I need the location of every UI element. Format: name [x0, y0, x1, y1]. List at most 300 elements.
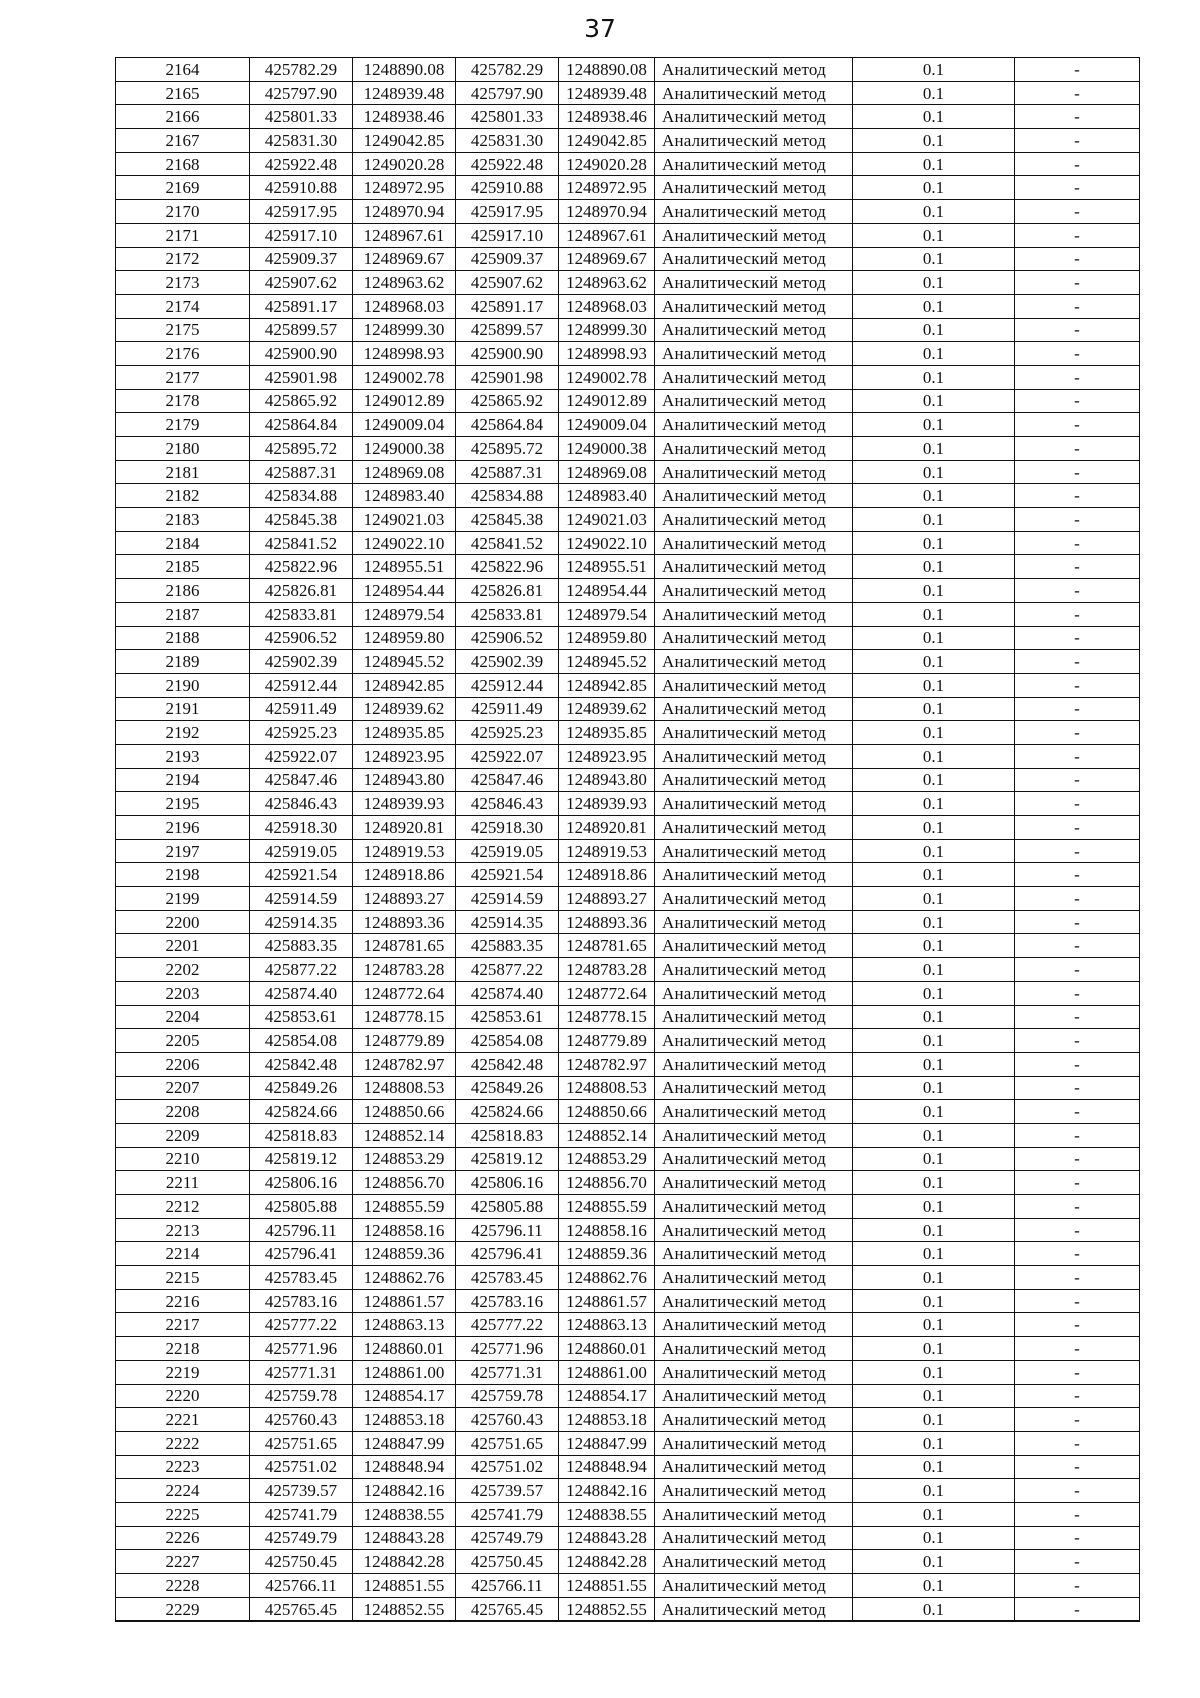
point-number-cell: 2211 [116, 1171, 250, 1195]
y-coord-repeat-cell: 1248853.18 [559, 1408, 655, 1432]
y-coord-cell: 1248893.36 [353, 910, 456, 934]
method-cell: Аналитический метод [655, 650, 853, 674]
point-number-cell: 2223 [116, 1455, 250, 1479]
note-cell: - [1015, 1574, 1140, 1598]
y-coord-cell: 1248935.85 [353, 721, 456, 745]
y-coord-cell: 1249012.89 [353, 389, 456, 413]
table-row [116, 768, 1140, 792]
x-coord-cell: 425842.48 [250, 1052, 353, 1076]
y-coord-cell: 1248779.89 [353, 1029, 456, 1053]
x-coord-repeat-cell: 425831.30 [456, 129, 559, 153]
table-row [116, 839, 1140, 863]
y-coord-cell: 1249009.04 [353, 413, 456, 437]
accuracy-cell: 0.1 [853, 318, 1015, 342]
y-coord-repeat-cell: 1248808.53 [559, 1076, 655, 1100]
table-row [116, 1171, 1140, 1195]
table-row [116, 958, 1140, 982]
accuracy-cell: 0.1 [853, 887, 1015, 911]
x-coord-cell: 425782.29 [250, 58, 353, 82]
method-cell: Аналитический метод [655, 437, 853, 461]
table-row [116, 1266, 1140, 1290]
method-cell: Аналитический метод [655, 1502, 853, 1526]
x-coord-cell: 425796.41 [250, 1242, 353, 1266]
point-number-cell: 2201 [116, 934, 250, 958]
method-cell: Аналитический метод [655, 247, 853, 271]
note-cell: - [1015, 1100, 1140, 1124]
y-coord-repeat-cell: 1248855.59 [559, 1195, 655, 1219]
note-cell: - [1015, 271, 1140, 295]
table-row [116, 981, 1140, 1005]
method-cell: Аналитический метод [655, 1384, 853, 1408]
method-cell: Аналитический метод [655, 555, 853, 579]
accuracy-cell: 0.1 [853, 839, 1015, 863]
y-coord-repeat-cell: 1248967.61 [559, 223, 655, 247]
x-coord-cell: 425805.88 [250, 1195, 353, 1219]
y-coord-repeat-cell: 1248782.97 [559, 1052, 655, 1076]
method-cell: Аналитический метод [655, 81, 853, 105]
accuracy-cell: 0.1 [853, 1502, 1015, 1526]
y-coord-cell: 1248842.16 [353, 1479, 456, 1503]
x-coord-repeat-cell: 425766.11 [456, 1574, 559, 1598]
table-row [116, 271, 1140, 295]
x-coord-cell: 425824.66 [250, 1100, 353, 1124]
y-coord-repeat-cell: 1248781.65 [559, 934, 655, 958]
y-coord-repeat-cell: 1248942.85 [559, 673, 655, 697]
x-coord-cell: 425749.79 [250, 1526, 353, 1550]
table-row [116, 365, 1140, 389]
y-coord-repeat-cell: 1248851.55 [559, 1574, 655, 1598]
x-coord-cell: 425796.11 [250, 1218, 353, 1242]
accuracy-cell: 0.1 [853, 1242, 1015, 1266]
x-coord-cell: 425845.38 [250, 508, 353, 532]
method-cell: Аналитический метод [655, 223, 853, 247]
note-cell: - [1015, 1408, 1140, 1432]
accuracy-cell: 0.1 [853, 1195, 1015, 1219]
table-row [116, 1574, 1140, 1598]
x-coord-repeat-cell: 425918.30 [456, 816, 559, 840]
table-row [116, 887, 1140, 911]
method-cell: Аналитический метод [655, 58, 853, 82]
note-cell: - [1015, 1076, 1140, 1100]
table-row [116, 247, 1140, 271]
y-coord-repeat-cell: 1248918.86 [559, 863, 655, 887]
x-coord-cell: 425906.52 [250, 626, 353, 650]
y-coord-cell: 1248854.17 [353, 1384, 456, 1408]
y-coord-repeat-cell: 1248970.94 [559, 200, 655, 224]
table-row [116, 342, 1140, 366]
table-row [116, 1526, 1140, 1550]
x-coord-repeat-cell: 425917.95 [456, 200, 559, 224]
point-number-cell: 2185 [116, 555, 250, 579]
point-number-cell: 2224 [116, 1479, 250, 1503]
point-number-cell: 2205 [116, 1029, 250, 1053]
y-coord-repeat-cell: 1248848.94 [559, 1455, 655, 1479]
y-coord-repeat-cell: 1248955.51 [559, 555, 655, 579]
x-coord-repeat-cell: 425910.88 [456, 176, 559, 200]
x-coord-repeat-cell: 425917.10 [456, 223, 559, 247]
table-row [116, 579, 1140, 603]
point-number-cell: 2177 [116, 365, 250, 389]
method-cell: Аналитический метод [655, 1076, 853, 1100]
table-row [116, 318, 1140, 342]
point-number-cell: 2195 [116, 792, 250, 816]
y-coord-repeat-cell: 1248893.27 [559, 887, 655, 911]
y-coord-cell: 1249022.10 [353, 531, 456, 555]
table-row [116, 1408, 1140, 1432]
accuracy-cell: 0.1 [853, 460, 1015, 484]
method-cell: Аналитический метод [655, 1360, 853, 1384]
note-cell: - [1015, 129, 1140, 153]
accuracy-cell: 0.1 [853, 1076, 1015, 1100]
y-coord-repeat-cell: 1248772.64 [559, 981, 655, 1005]
accuracy-cell: 0.1 [853, 744, 1015, 768]
table-row [116, 1431, 1140, 1455]
x-coord-repeat-cell: 425833.81 [456, 602, 559, 626]
accuracy-cell: 0.1 [853, 437, 1015, 461]
table-row [116, 223, 1140, 247]
y-coord-repeat-cell: 1248969.67 [559, 247, 655, 271]
x-coord-repeat-cell: 425907.62 [456, 271, 559, 295]
note-cell: - [1015, 1360, 1140, 1384]
point-number-cell: 2176 [116, 342, 250, 366]
y-coord-cell: 1248855.59 [353, 1195, 456, 1219]
point-number-cell: 2218 [116, 1337, 250, 1361]
x-coord-repeat-cell: 425834.88 [456, 484, 559, 508]
table-row [116, 1100, 1140, 1124]
x-coord-repeat-cell: 425914.35 [456, 910, 559, 934]
x-coord-cell: 425771.96 [250, 1337, 353, 1361]
method-cell: Аналитический метод [655, 1242, 853, 1266]
accuracy-cell: 0.1 [853, 910, 1015, 934]
x-coord-cell: 425917.10 [250, 223, 353, 247]
note-cell: - [1015, 223, 1140, 247]
method-cell: Аналитический метод [655, 389, 853, 413]
point-number-cell: 2182 [116, 484, 250, 508]
accuracy-cell: 0.1 [853, 697, 1015, 721]
method-cell: Аналитический метод [655, 365, 853, 389]
table-row [116, 555, 1140, 579]
accuracy-cell: 0.1 [853, 1313, 1015, 1337]
point-number-cell: 2186 [116, 579, 250, 603]
point-number-cell: 2216 [116, 1289, 250, 1313]
point-number-cell: 2193 [116, 744, 250, 768]
table-row [116, 602, 1140, 626]
y-coord-repeat-cell: 1248968.03 [559, 294, 655, 318]
x-coord-cell: 425741.79 [250, 1502, 353, 1526]
table-row [116, 1289, 1140, 1313]
point-number-cell: 2165 [116, 81, 250, 105]
method-cell: Аналитический метод [655, 981, 853, 1005]
note-cell: - [1015, 105, 1140, 129]
accuracy-cell: 0.1 [853, 1360, 1015, 1384]
x-coord-repeat-cell: 425845.38 [456, 508, 559, 532]
y-coord-repeat-cell: 1249022.10 [559, 531, 655, 555]
note-cell: - [1015, 460, 1140, 484]
point-number-cell: 2210 [116, 1147, 250, 1171]
y-coord-cell: 1248859.36 [353, 1242, 456, 1266]
accuracy-cell: 0.1 [853, 650, 1015, 674]
table-row [116, 413, 1140, 437]
method-cell: Аналитический метод [655, 1431, 853, 1455]
y-coord-repeat-cell: 1248778.15 [559, 1005, 655, 1029]
table-row [116, 200, 1140, 224]
x-coord-repeat-cell: 425760.43 [456, 1408, 559, 1432]
y-coord-cell: 1248955.51 [353, 555, 456, 579]
x-coord-repeat-cell: 425901.98 [456, 365, 559, 389]
x-coord-repeat-cell: 425883.35 [456, 934, 559, 958]
accuracy-cell: 0.1 [853, 1029, 1015, 1053]
x-coord-repeat-cell: 425822.96 [456, 555, 559, 579]
accuracy-cell: 0.1 [853, 1526, 1015, 1550]
method-cell: Аналитический метод [655, 579, 853, 603]
y-coord-repeat-cell: 1248856.70 [559, 1171, 655, 1195]
table-row [116, 129, 1140, 153]
x-coord-cell: 425854.08 [250, 1029, 353, 1053]
y-coord-cell: 1248861.57 [353, 1289, 456, 1313]
method-cell: Аналитический метод [655, 129, 853, 153]
method-cell: Аналитический метод [655, 152, 853, 176]
x-coord-cell: 425922.48 [250, 152, 353, 176]
accuracy-cell: 0.1 [853, 863, 1015, 887]
point-number-cell: 2168 [116, 152, 250, 176]
note-cell: - [1015, 200, 1140, 224]
method-cell: Аналитический метод [655, 294, 853, 318]
method-cell: Аналитический метод [655, 910, 853, 934]
point-number-cell: 2181 [116, 460, 250, 484]
accuracy-cell: 0.1 [853, 981, 1015, 1005]
note-cell: - [1015, 1218, 1140, 1242]
method-cell: Аналитический метод [655, 602, 853, 626]
table-row [116, 1242, 1140, 1266]
method-cell: Аналитический метод [655, 744, 853, 768]
accuracy-cell: 0.1 [853, 1574, 1015, 1598]
y-coord-repeat-cell: 1248945.52 [559, 650, 655, 674]
table-row [116, 744, 1140, 768]
note-cell: - [1015, 697, 1140, 721]
note-cell: - [1015, 744, 1140, 768]
method-cell: Аналитический метод [655, 768, 853, 792]
x-coord-cell: 425887.31 [250, 460, 353, 484]
y-coord-cell: 1248920.81 [353, 816, 456, 840]
y-coord-cell: 1249002.78 [353, 365, 456, 389]
y-coord-cell: 1248954.44 [353, 579, 456, 603]
y-coord-repeat-cell: 1249012.89 [559, 389, 655, 413]
accuracy-cell: 0.1 [853, 247, 1015, 271]
table-row [116, 1218, 1140, 1242]
x-coord-cell: 425750.45 [250, 1550, 353, 1574]
accuracy-cell: 0.1 [853, 626, 1015, 650]
accuracy-cell: 0.1 [853, 389, 1015, 413]
y-coord-repeat-cell: 1248890.08 [559, 58, 655, 82]
y-coord-repeat-cell: 1248779.89 [559, 1029, 655, 1053]
y-coord-cell: 1248923.95 [353, 744, 456, 768]
x-coord-cell: 425833.81 [250, 602, 353, 626]
accuracy-cell: 0.1 [853, 816, 1015, 840]
y-coord-repeat-cell: 1248959.80 [559, 626, 655, 650]
table-row [116, 58, 1140, 82]
y-coord-repeat-cell: 1248983.40 [559, 484, 655, 508]
note-cell: - [1015, 910, 1140, 934]
y-coord-cell: 1248959.80 [353, 626, 456, 650]
x-coord-repeat-cell: 425771.96 [456, 1337, 559, 1361]
note-cell: - [1015, 958, 1140, 982]
point-number-cell: 2167 [116, 129, 250, 153]
note-cell: - [1015, 792, 1140, 816]
point-number-cell: 2214 [116, 1242, 250, 1266]
table-row [116, 816, 1140, 840]
point-number-cell: 2169 [116, 176, 250, 200]
y-coord-cell: 1248863.13 [353, 1313, 456, 1337]
x-coord-repeat-cell: 425900.90 [456, 342, 559, 366]
method-cell: Аналитический метод [655, 1289, 853, 1313]
x-coord-cell: 425739.57 [250, 1479, 353, 1503]
y-coord-cell: 1248972.95 [353, 176, 456, 200]
y-coord-cell: 1248918.86 [353, 863, 456, 887]
x-coord-cell: 425849.26 [250, 1076, 353, 1100]
x-coord-cell: 425925.23 [250, 721, 353, 745]
x-coord-cell: 425917.95 [250, 200, 353, 224]
y-coord-repeat-cell: 1248920.81 [559, 816, 655, 840]
x-coord-repeat-cell: 425846.43 [456, 792, 559, 816]
y-coord-cell: 1248862.76 [353, 1266, 456, 1290]
y-coord-cell: 1248938.46 [353, 105, 456, 129]
x-coord-cell: 425777.22 [250, 1313, 353, 1337]
y-coord-cell: 1248969.08 [353, 460, 456, 484]
y-coord-cell: 1248853.18 [353, 1408, 456, 1432]
y-coord-cell: 1248890.08 [353, 58, 456, 82]
accuracy-cell: 0.1 [853, 792, 1015, 816]
y-coord-cell: 1248983.40 [353, 484, 456, 508]
accuracy-cell: 0.1 [853, 129, 1015, 153]
accuracy-cell: 0.1 [853, 200, 1015, 224]
y-coord-repeat-cell: 1248938.46 [559, 105, 655, 129]
point-number-cell: 2172 [116, 247, 250, 271]
note-cell: - [1015, 579, 1140, 603]
method-cell: Аналитический метод [655, 318, 853, 342]
point-number-cell: 2228 [116, 1574, 250, 1598]
x-coord-cell: 425771.31 [250, 1360, 353, 1384]
x-coord-cell: 425801.33 [250, 105, 353, 129]
table-row [116, 1479, 1140, 1503]
x-coord-cell: 425909.37 [250, 247, 353, 271]
note-cell: - [1015, 555, 1140, 579]
y-coord-cell: 1248848.94 [353, 1455, 456, 1479]
x-coord-repeat-cell: 425925.23 [456, 721, 559, 745]
y-coord-repeat-cell: 1248838.55 [559, 1502, 655, 1526]
y-coord-repeat-cell: 1248861.57 [559, 1289, 655, 1313]
accuracy-cell: 0.1 [853, 1479, 1015, 1503]
y-coord-repeat-cell: 1248852.14 [559, 1123, 655, 1147]
table-row [116, 1005, 1140, 1029]
table-row [116, 1550, 1140, 1574]
method-cell: Аналитический метод [655, 1005, 853, 1029]
table-row [116, 934, 1140, 958]
x-coord-repeat-cell: 425796.11 [456, 1218, 559, 1242]
x-coord-cell: 425841.52 [250, 531, 353, 555]
point-number-cell: 2213 [116, 1218, 250, 1242]
note-cell: - [1015, 839, 1140, 863]
note-cell: - [1015, 626, 1140, 650]
x-coord-cell: 425902.39 [250, 650, 353, 674]
x-coord-cell: 425921.54 [250, 863, 353, 887]
accuracy-cell: 0.1 [853, 1337, 1015, 1361]
accuracy-cell: 0.1 [853, 1597, 1015, 1621]
x-coord-cell: 425822.96 [250, 555, 353, 579]
point-number-cell: 2180 [116, 437, 250, 461]
accuracy-cell: 0.1 [853, 271, 1015, 295]
x-coord-cell: 425759.78 [250, 1384, 353, 1408]
y-coord-cell: 1249020.28 [353, 152, 456, 176]
note-cell: - [1015, 342, 1140, 366]
table-row [116, 1313, 1140, 1337]
point-number-cell: 2220 [116, 1384, 250, 1408]
x-coord-cell: 425922.07 [250, 744, 353, 768]
note-cell: - [1015, 1052, 1140, 1076]
note-cell: - [1015, 1550, 1140, 1574]
method-cell: Аналитический метод [655, 816, 853, 840]
table-row [116, 531, 1140, 555]
y-coord-cell: 1248838.55 [353, 1502, 456, 1526]
y-coord-repeat-cell: 1248969.08 [559, 460, 655, 484]
point-number-cell: 2208 [116, 1100, 250, 1124]
point-number-cell: 2200 [116, 910, 250, 934]
x-coord-cell: 425912.44 [250, 673, 353, 697]
note-cell: - [1015, 981, 1140, 1005]
method-cell: Аналитический метод [655, 1052, 853, 1076]
x-coord-cell: 425874.40 [250, 981, 353, 1005]
method-cell: Аналитический метод [655, 697, 853, 721]
y-coord-repeat-cell: 1248919.53 [559, 839, 655, 863]
x-coord-repeat-cell: 425797.90 [456, 81, 559, 105]
method-cell: Аналитический метод [655, 1597, 853, 1621]
note-cell: - [1015, 1289, 1140, 1313]
y-coord-cell: 1248842.28 [353, 1550, 456, 1574]
accuracy-cell: 0.1 [853, 342, 1015, 366]
y-coord-cell: 1248783.28 [353, 958, 456, 982]
note-cell: - [1015, 602, 1140, 626]
table-row [116, 697, 1140, 721]
note-cell: - [1015, 389, 1140, 413]
x-coord-repeat-cell: 425854.08 [456, 1029, 559, 1053]
note-cell: - [1015, 294, 1140, 318]
method-cell: Аналитический метод [655, 934, 853, 958]
x-coord-cell: 425751.65 [250, 1431, 353, 1455]
x-coord-repeat-cell: 425796.41 [456, 1242, 559, 1266]
accuracy-cell: 0.1 [853, 223, 1015, 247]
accuracy-cell: 0.1 [853, 1005, 1015, 1029]
table-row [116, 1147, 1140, 1171]
x-coord-cell: 425846.43 [250, 792, 353, 816]
y-coord-repeat-cell: 1248943.80 [559, 768, 655, 792]
y-coord-cell: 1248850.66 [353, 1100, 456, 1124]
y-coord-repeat-cell: 1248972.95 [559, 176, 655, 200]
note-cell: - [1015, 1242, 1140, 1266]
accuracy-cell: 0.1 [853, 1100, 1015, 1124]
table-row [116, 437, 1140, 461]
accuracy-cell: 0.1 [853, 1550, 1015, 1574]
x-coord-repeat-cell: 425841.52 [456, 531, 559, 555]
x-coord-cell: 425910.88 [250, 176, 353, 200]
x-coord-cell: 425895.72 [250, 437, 353, 461]
point-number-cell: 2184 [116, 531, 250, 555]
note-cell: - [1015, 1526, 1140, 1550]
y-coord-cell: 1248893.27 [353, 887, 456, 911]
method-cell: Аналитический метод [655, 1029, 853, 1053]
accuracy-cell: 0.1 [853, 176, 1015, 200]
point-number-cell: 2170 [116, 200, 250, 224]
x-coord-cell: 425901.98 [250, 365, 353, 389]
point-number-cell: 2189 [116, 650, 250, 674]
